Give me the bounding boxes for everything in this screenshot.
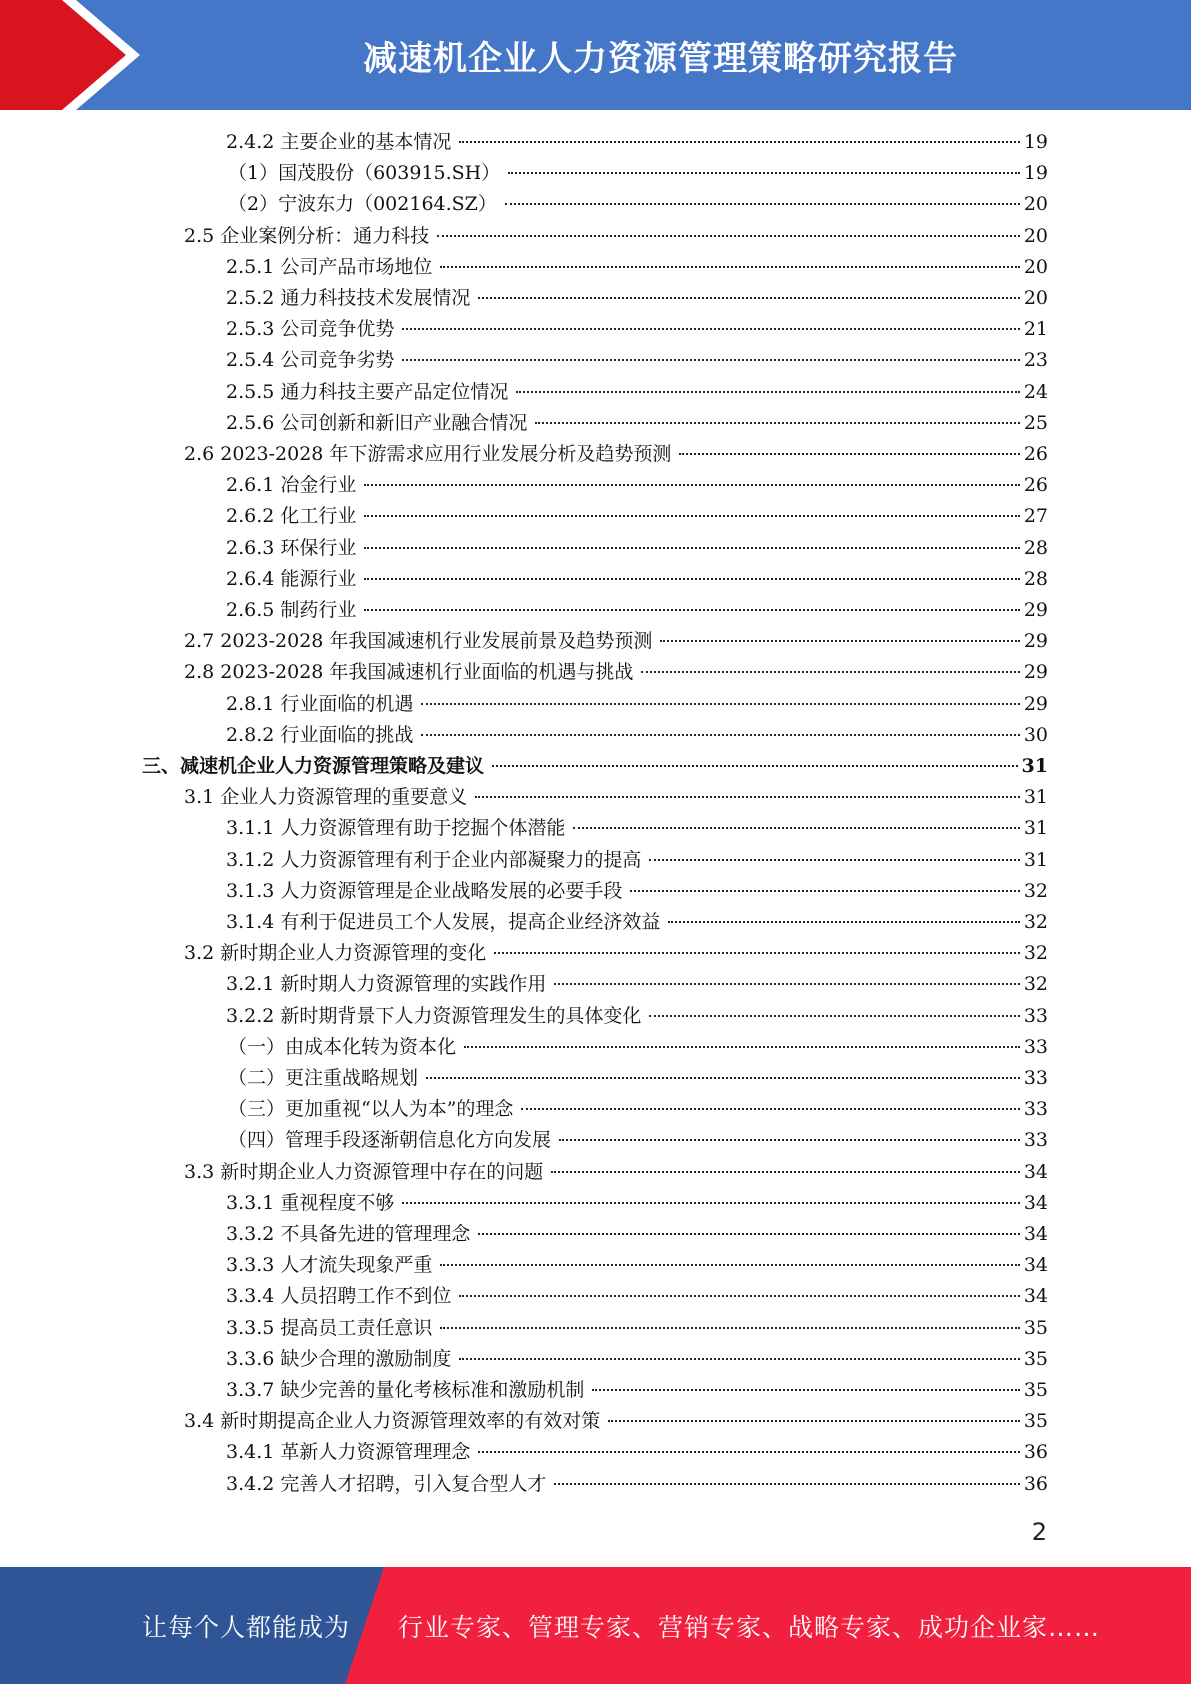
toc-dot-leader: [402, 359, 1019, 361]
toc-entry[interactable]: [226, 1189, 1048, 1217]
toc-dot-leader: [402, 328, 1019, 330]
toc-dot-leader: [649, 1015, 1019, 1017]
toc-entry-label: 3.3.6 缺少合理的激励制度: [226, 1347, 452, 1370]
toc-entry-label: 3.3 新时期企业人力资源管理中存在的问题: [184, 1160, 544, 1183]
toc-entry[interactable]: [184, 783, 1048, 811]
toc-entry-page: 32: [1023, 911, 1048, 933]
toc-dot-leader: [608, 1420, 1020, 1422]
toc-entry[interactable]: [226, 1314, 1048, 1342]
toc-entry-label: 2.8.2 行业面临的挑战: [226, 723, 414, 746]
toc-dot-leader: [421, 703, 1019, 705]
toc-entry[interactable]: [226, 721, 1048, 749]
toc-entry[interactable]: [226, 1345, 1048, 1373]
toc-dot-leader: [630, 890, 1019, 892]
toc-entry-page: 19: [1023, 131, 1048, 153]
toc-entry-label: 3.2.2 新时期背景下人力资源管理发生的具体变化: [226, 1004, 642, 1027]
footer-banner: [0, 1567, 1191, 1684]
toc-entry-label: 2.5.3 公司竞争优势: [226, 318, 395, 341]
toc-entry-label: 3.2 新时期企业人力资源管理的变化: [184, 942, 487, 965]
toc-dot-leader: [478, 297, 1019, 299]
toc-entry-page: 34: [1023, 1254, 1048, 1277]
toc-dot-leader: [364, 484, 1019, 486]
toc-entry[interactable]: [184, 1158, 1048, 1186]
toc-entry-label: 2.6.1 冶金行业: [226, 474, 357, 497]
toc-entry[interactable]: [226, 471, 1048, 499]
toc-entry-label: （三）更加重视“以人为本”的理念: [228, 1098, 514, 1121]
toc-entry[interactable]: [226, 877, 1048, 905]
toc-dot-leader: [668, 921, 1019, 923]
toc-entry-page: 23: [1023, 349, 1048, 372]
toc-entry[interactable]: [226, 409, 1048, 437]
toc-entry-page: 31: [1023, 786, 1048, 809]
toc-entry-page: 29: [1023, 692, 1048, 715]
toc-entry-page: 20: [1023, 287, 1048, 309]
toc-entry-label: 2.8.1 行业面临的机遇: [226, 692, 414, 715]
toc-entry[interactable]: [226, 1251, 1048, 1279]
toc-entry-label: 2.5 企业案例分析：通力科技: [184, 224, 430, 247]
toc-entry[interactable]: [184, 939, 1048, 967]
toc-dot-leader: [508, 172, 1020, 174]
toc-entry[interactable]: [226, 970, 1048, 998]
toc-entry-label: 3.1.4 有利于促进员工个人发展，提高企业经济效益: [226, 911, 661, 933]
footer-slogan-right: 行业专家、管理专家、营销专家、战略专家、成功企业家……: [398, 1612, 1101, 1642]
toc-entry-label: （二）更注重战略规划: [228, 1067, 419, 1089]
toc-entry[interactable]: [226, 565, 1048, 593]
toc-entry[interactable]: [226, 284, 1048, 312]
toc-entry-page: 31: [1023, 817, 1048, 840]
toc-entry-page: 34: [1023, 1191, 1048, 1214]
toc-entry[interactable]: [226, 315, 1048, 343]
toc-dot-leader: [641, 671, 1019, 673]
toc-dot-leader: [440, 1327, 1019, 1329]
toc-entry-label: 2.6.4 能源行业: [226, 567, 357, 590]
toc-entry[interactable]: [226, 1002, 1048, 1030]
toc-entry-page: 29: [1023, 661, 1048, 684]
toc-entry-page: 29: [1023, 630, 1048, 653]
toc-entry[interactable]: [226, 378, 1048, 406]
toc-entry-label: 2.8 2023-2028 年我国减速机行业面临的机遇与挑战: [184, 661, 634, 684]
toc-dot-leader: [464, 1046, 1020, 1048]
toc-entry-page: 24: [1023, 380, 1048, 403]
toc-entry[interactable]: [228, 1064, 1048, 1092]
toc-entry-page: 28: [1023, 567, 1048, 590]
toc-entry-label: 2.5.2 通力科技技术发展情况: [226, 287, 471, 309]
toc-entry-page: 33: [1023, 1004, 1048, 1027]
toc-entry-page: 33: [1023, 1067, 1048, 1089]
toc-entry[interactable]: [226, 690, 1048, 718]
toc-entry[interactable]: [226, 534, 1048, 562]
toc-entry-label: 2.6.3 环保行业: [226, 536, 357, 559]
toc-dot-leader: [505, 203, 1020, 205]
toc-entry[interactable]: [226, 596, 1048, 624]
toc-dot-leader: [421, 734, 1019, 736]
toc-entry-label: 3.3.4 人员招聘工作不到位: [226, 1285, 452, 1308]
toc-entry-page: 33: [1023, 1129, 1048, 1152]
toc-dot-leader: [426, 1077, 1020, 1079]
toc-dot-leader: [521, 1108, 1019, 1110]
toc-dot-leader: [364, 515, 1019, 517]
toc-entry-page: 26: [1023, 443, 1048, 465]
toc-entry[interactable]: [228, 1095, 1048, 1123]
toc-entry-page: 36: [1023, 1472, 1048, 1495]
toc-entry-page: 32: [1023, 879, 1048, 902]
toc-dot-leader: [492, 765, 1018, 767]
toc-dot-leader: [559, 1139, 1020, 1141]
toc-dot-leader: [440, 1264, 1019, 1266]
toc-entry-page: 31: [1023, 848, 1048, 871]
toc-entry-page: 29: [1023, 599, 1048, 621]
toc-entry[interactable]: [184, 1407, 1048, 1435]
toc-entry[interactable]: [226, 128, 1048, 156]
toc-dot-leader: [478, 1451, 1019, 1453]
toc-dot-leader: [402, 1202, 1019, 1204]
toc-entry-label: （1）国茂股份（603915.SH）: [228, 162, 501, 185]
toc-entry-label: 3.1.2 人力资源管理有利于企业内部凝聚力的提高: [226, 848, 642, 871]
page-number: 2: [1031, 1518, 1047, 1546]
toc-entry-page: 34: [1023, 1285, 1048, 1308]
toc-entry[interactable]: [184, 222, 1048, 250]
toc-entry-label: 三、减速机企业人力资源管理策略及建议: [142, 755, 485, 777]
toc-dot-leader: [459, 1358, 1019, 1360]
toc-entry-label: 3.3.7 缺少完善的量化考核标准和激励机制: [226, 1379, 585, 1401]
toc-entry[interactable]: [226, 814, 1048, 842]
toc-entry-label: （四）管理手段逐渐朝信息化方向发展: [228, 1129, 552, 1152]
toc-entry-page: 32: [1023, 973, 1048, 996]
toc-dot-leader: [679, 453, 1019, 455]
toc-entry-label: 2.5.4 公司竞争劣势: [226, 349, 395, 372]
toc-entry-label: 3.1 企业人力资源管理的重要意义: [184, 786, 468, 809]
toc-entry-label: 3.3.3 人才流失现象严重: [226, 1254, 433, 1277]
toc-dot-leader: [660, 640, 1019, 642]
toc-entry-page: 31: [1021, 755, 1048, 777]
toc-dot-leader: [649, 859, 1019, 861]
toc-entry-label: 2.6 2023-2028 年下游需求应用行业发展分析及趋势预测: [184, 443, 672, 465]
toc-dot-leader: [551, 1171, 1020, 1173]
report-title: 减速机企业人力资源管理策略研究报告: [363, 38, 958, 79]
toc-entry-label: 3.1.1 人力资源管理有助于挖掘个体潜能: [226, 817, 566, 840]
footer-slogan-left: 让每个人都能成为: [142, 1612, 351, 1642]
toc-dot-leader: [475, 796, 1020, 798]
toc-entry-label: 3.4.2 完善人才招聘，引入复合型人才: [226, 1472, 547, 1495]
toc-entry-page: 36: [1023, 1441, 1048, 1464]
toc-entry-page: 19: [1023, 162, 1048, 185]
toc-entry[interactable]: [226, 1220, 1048, 1248]
toc-entry-label: 3.1.3 人力资源管理是企业战略发展的必要手段: [226, 879, 623, 902]
toc-entry-label: 2.5.6 公司创新和新旧产业融合情况: [226, 411, 528, 434]
toc-entry[interactable]: [226, 253, 1048, 281]
toc-entry-page: 20: [1023, 224, 1048, 247]
toc-entry-label: 3.3.5 提高员工责任意识: [226, 1316, 433, 1339]
toc-entry-page: 21: [1023, 318, 1048, 341]
toc-entry-page: 34: [1023, 1160, 1048, 1183]
toc-entry[interactable]: [226, 908, 1048, 936]
toc-dot-leader: [554, 1483, 1019, 1485]
toc-entry-page: 26: [1023, 474, 1048, 497]
toc-entry-label: 3.4 新时期提高企业人力资源管理效率的有效对策: [184, 1410, 601, 1433]
toc-dot-leader: [554, 983, 1019, 985]
header-banner: [0, 0, 1191, 110]
toc-entry-page: 27: [1023, 505, 1048, 528]
toc-entry-label: 3.3.1 重视程度不够: [226, 1191, 395, 1214]
toc-entry-page: 33: [1023, 1035, 1048, 1058]
toc-entry-label: 3.3.2 不具备先进的管理理念: [226, 1223, 471, 1245]
toc-entry[interactable]: [226, 346, 1048, 374]
toc-dot-leader: [478, 1233, 1019, 1235]
toc-entry[interactable]: [226, 1470, 1048, 1498]
toc-entry[interactable]: [228, 1126, 1048, 1154]
toc-entry[interactable]: [226, 1282, 1048, 1310]
toc-dot-leader: [440, 266, 1019, 268]
toc-entry[interactable]: [226, 1438, 1048, 1466]
chevron-arrow-icon: [0, 0, 160, 110]
toc-dot-leader: [437, 235, 1020, 237]
toc-entry-label: 3.4.1 革新人力资源管理理念: [226, 1441, 471, 1464]
toc-entry-page: 33: [1023, 1098, 1048, 1121]
toc-dot-leader: [364, 578, 1019, 580]
toc-entry-label: 2.6.2 化工行业: [226, 505, 357, 528]
toc-entry[interactable]: [184, 440, 1048, 468]
toc-entry[interactable]: [184, 658, 1048, 686]
toc-entry-page: 32: [1023, 942, 1048, 965]
toc-entry-page: 35: [1023, 1410, 1048, 1433]
toc-dot-leader: [459, 1295, 1019, 1297]
toc-entry-label: 2.5.5 通力科技主要产品定位情况: [226, 380, 509, 403]
toc-entry-label: 2.7 2023-2028 年我国减速机行业发展前景及趋势预测: [184, 630, 653, 653]
toc-entry-label: （2）宁波东力（002164.SZ）: [228, 193, 497, 216]
toc-entry[interactable]: [142, 752, 1048, 780]
toc-entry[interactable]: [228, 159, 1048, 187]
toc-entry[interactable]: [226, 1376, 1048, 1404]
toc-entry[interactable]: [228, 1033, 1048, 1061]
toc-entry-label: 2.4.2 主要企业的基本情况: [226, 131, 452, 153]
toc-dot-leader: [364, 547, 1019, 549]
toc-entry-label: （一）由成本化转为资本化: [228, 1035, 457, 1058]
toc-entry[interactable]: [184, 627, 1048, 655]
toc-entry[interactable]: [226, 846, 1048, 874]
toc-entry-page: 25: [1023, 411, 1048, 434]
toc-dot-leader: [364, 609, 1019, 611]
toc-entry-label: 2.5.1 公司产品市场地位: [226, 255, 433, 278]
toc-dot-leader: [459, 141, 1019, 143]
toc-entry-page: 35: [1023, 1379, 1048, 1401]
toc-entry-page: 20: [1023, 193, 1048, 216]
toc-entry-page: 28: [1023, 536, 1048, 559]
toc-entry-page: 20: [1023, 255, 1048, 278]
toc-dot-leader: [535, 422, 1019, 424]
toc-entry-label: 2.6.5 制药行业: [226, 599, 357, 621]
toc-dot-leader: [573, 827, 1019, 829]
toc-entry-page: 34: [1023, 1223, 1048, 1245]
toc-entry[interactable]: [226, 502, 1048, 530]
toc-dot-leader: [592, 1389, 1019, 1391]
toc-entry-page: 30: [1023, 723, 1048, 746]
toc-entry-label: 3.2.1 新时期人力资源管理的实践作用: [226, 973, 547, 996]
toc-entry-page: 35: [1023, 1347, 1048, 1370]
toc-dot-leader: [494, 952, 1020, 954]
toc-entry-page: 35: [1023, 1316, 1048, 1339]
toc-dot-leader: [516, 391, 1019, 393]
toc-entry[interactable]: [228, 190, 1048, 218]
